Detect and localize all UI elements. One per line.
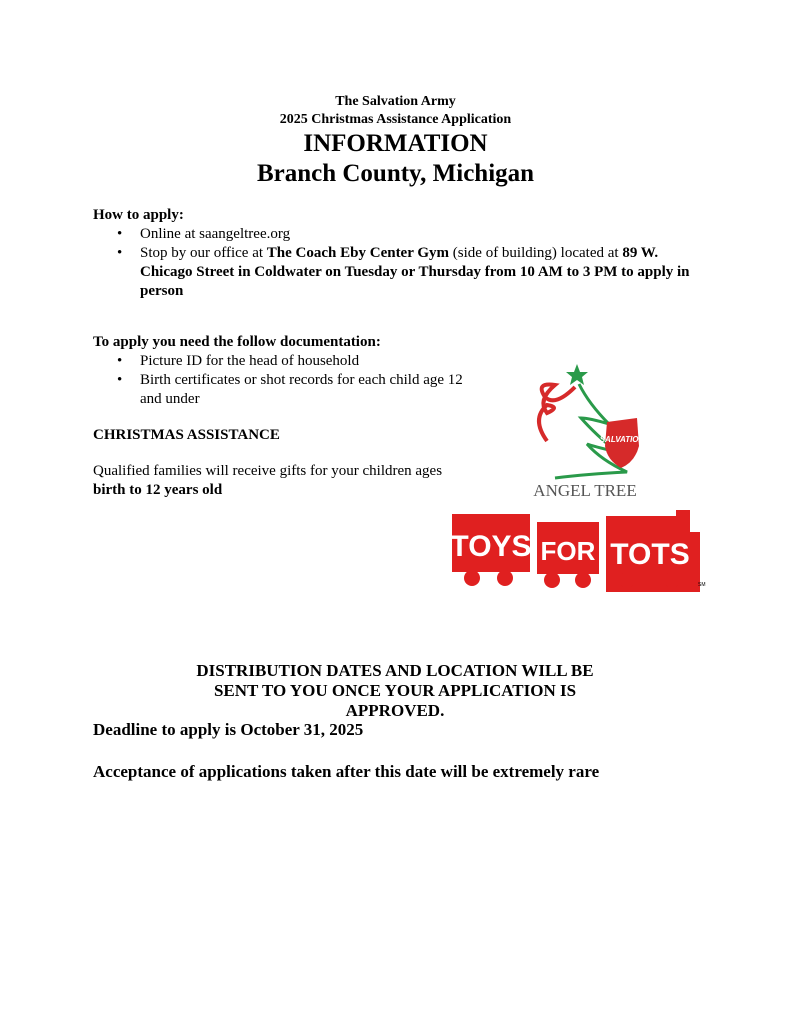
page-title: INFORMATION — [303, 130, 488, 157]
for-text: FOR — [540, 536, 596, 566]
angel-icon — [539, 385, 575, 442]
list-item: • Online at saangeltree.org — [93, 225, 713, 244]
how-to-apply-heading: How to apply: — [93, 207, 184, 223]
toys-for-tots-logo — [450, 508, 708, 598]
list-item: • Birth certificates or shot records for each child age 12 and under — [93, 371, 475, 409]
document-subtitle: 2025 Christmas Assistance Application — [279, 112, 512, 127]
angel-tree-logo — [515, 362, 655, 502]
list-item — [93, 244, 713, 301]
documentation-heading: To apply you need the follow documentation: — [93, 334, 381, 350]
gym-name: The Coach Eby Center Gym — [266, 245, 450, 261]
list-item: • Picture ID for the head of household — [93, 352, 513, 371]
text: (side of building) located at — [449, 245, 623, 261]
location-title: Branch County, Michigan — [256, 160, 535, 187]
distribution-notice: DISTRIBUTION DATES AND LOCATION WILL BE SENT TO YOU ONCE YOUR APPLICATION IS APPROVED. — [196, 661, 594, 720]
tots-text: TOTS — [610, 538, 690, 571]
toys-text: TOYS — [450, 530, 532, 563]
sm-mark: SM — [698, 582, 706, 588]
angel-tree-text: ANGEL TREE — [533, 481, 637, 500]
deadline-text: Deadline to apply is October 31, 2025 — [93, 720, 364, 739]
christmas-heading: CHRISTMAS ASSISTANCE — [93, 427, 280, 443]
text: Stop by our office at — [140, 245, 267, 261]
star-icon — [566, 364, 588, 385]
christmas-text: Qualified families will receive gifts for your children ages — [93, 463, 443, 479]
address-hours: 89 W. Chicago Street in Coldwater on Tuesday or Thursday from 10 AM to 3 PM to apply in person — [140, 245, 690, 299]
how-to-apply-section — [93, 206, 713, 301]
acceptance-text: Acceptance of applications taken after this date will be extremely rare — [93, 762, 600, 781]
shield-text: SALVATION — [599, 435, 645, 444]
org-name: The Salvation Army — [335, 94, 456, 109]
documentation-section — [93, 333, 513, 500]
christmas-ages: birth to 12 years old — [93, 482, 223, 498]
